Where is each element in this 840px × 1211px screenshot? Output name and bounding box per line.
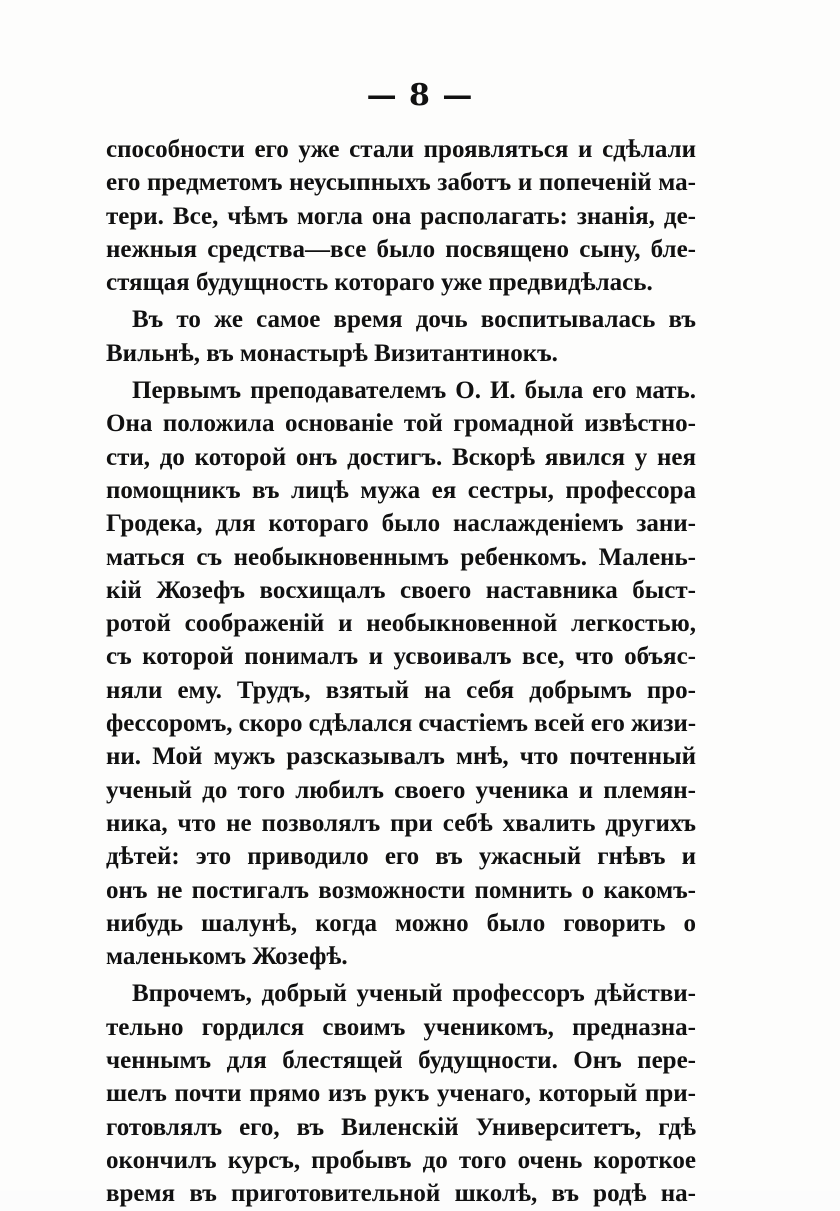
text-line: ченнымъ для блестящей будущности. Онъ пере- <box>106 1047 696 1075</box>
text-line: кій Жозефъ восхищалъ своего наставника быст- <box>106 576 696 604</box>
text-line: Впрочемъ, добрый ученый профессоръ дѣйстви- <box>132 980 696 1008</box>
text-line: тельно гордился своимъ ученикомъ, предназна- <box>106 1013 696 1041</box>
text-line: способности его уже стали проявляться и сдѣлали <box>106 136 696 163</box>
text-line: онъ не постигалъ возможности помнить о какомъ- <box>106 876 696 904</box>
text-line: нежныя средства—все было посвящено сыну, бле- <box>106 235 696 263</box>
page-number: — 8 — <box>366 78 474 113</box>
text-line: маленькомъ Жозефѣ. <box>106 943 348 971</box>
text-line: ника, что не позволялъ при себѣ хвалить другихъ <box>106 809 696 837</box>
page-body-text <box>106 133 696 1211</box>
text-line: время въ приготовительной школѣ, въ родѣ на- <box>106 1180 696 1208</box>
text-line: помощникъ въ лицѣ мужа ея сестры, профессора <box>106 476 696 504</box>
text-line: готовлялъ его, въ Виленскій Университетъ, гдѣ <box>106 1113 696 1141</box>
text-line: фессоромъ, скоро сдѣлался счастіемъ всей его жизи- <box>106 710 696 738</box>
text-line: Гродека, для котораго было наслажденіемъ зани- <box>106 510 696 538</box>
text-line: ученый до того любилъ своего ученика и племян- <box>106 776 696 804</box>
text-line: ни. Мой мужъ разсказывалъ мнѣ, что почтенный <box>106 743 696 771</box>
text-line: окончилъ курсъ, пробывъ до того очень короткое <box>106 1146 696 1174</box>
text-line: маться съ необыкновеннымъ ребенкомъ. Малень- <box>106 543 696 571</box>
text-line: ротой соображеній и необыкновенной легкостью, <box>106 610 696 638</box>
text-line: нибудь шалунѣ, когда можно было говорить о <box>106 909 696 937</box>
text-line: Она положила основаніе той громадной извѣстно- <box>106 410 696 438</box>
text-line: дѣтей: это приводило его въ ужасный гнѣвъ и <box>106 843 696 871</box>
text-line: Въ то же самое время дочь воспитывалась въ <box>132 306 696 334</box>
text-line: его предметомъ неусыпныхъ заботъ и попеченій ма- <box>106 169 696 197</box>
text-line: Вильнѣ, въ монастырѣ Визитантинокъ. <box>106 339 558 367</box>
text-line: стящая будущность котораго уже предвидѣлась. <box>106 269 653 297</box>
text-line: тери. Все, чѣмъ могла она располагать: знанія, де- <box>106 202 696 230</box>
text-line: шелъ почти прямо изъ рукъ ученаго, который при- <box>106 1080 696 1108</box>
text-line: няли ему. Трудъ, взятый на себя добрымъ про- <box>106 676 696 704</box>
text-line: Первымъ преподавателемъ О. И. была его мать. <box>132 377 696 405</box>
text-line: съ которой понималъ и усвоивалъ все, что объяс- <box>106 643 696 671</box>
text-line: сти, до которой онъ достигъ. Вскорѣ явился у нея <box>106 443 696 471</box>
